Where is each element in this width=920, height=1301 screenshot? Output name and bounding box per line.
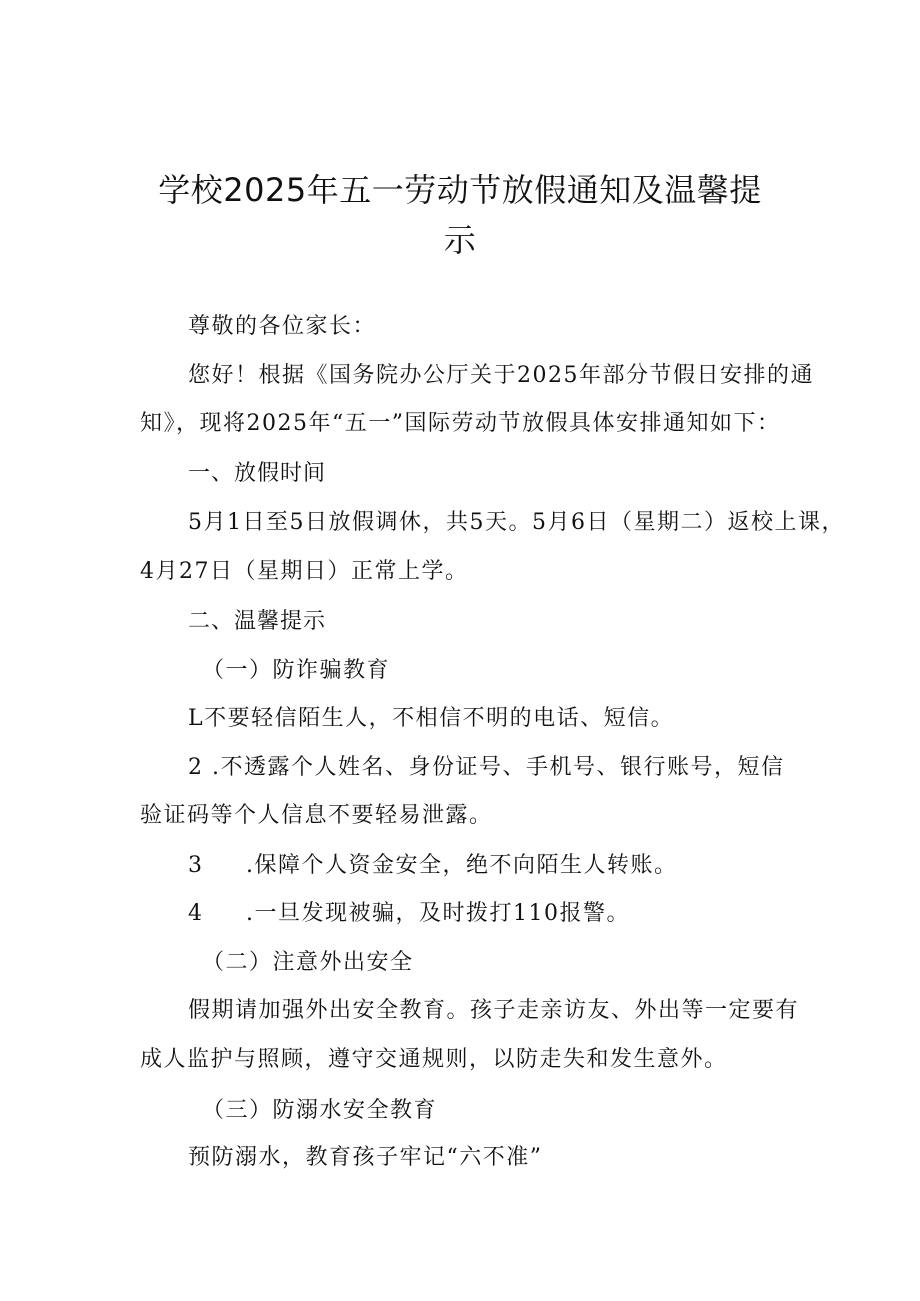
anti-fraud-item-4 — [188, 899, 630, 929]
item-3-text: .保障个人资金安全，绝不向陌生人转账。 — [246, 853, 678, 878]
item-3-number: 3 — [188, 853, 204, 878]
holiday-schedule-line-1: 5月1日至5日放假调休，共5天。5月6日（星期二）返校上课， — [188, 510, 845, 535]
item-4-text: .一旦发现被骗，及时拨打110报警。 — [246, 901, 630, 926]
subheading-drowning-prevention: （三）防溺水安全教育 — [202, 1098, 438, 1123]
item-4-number: 4 — [188, 901, 204, 926]
document-title-line-1: 学校2025年五一劳动节放假通知及温馨提 — [158, 171, 762, 209]
outing-safety-line-2: 成人监护与照顾，遵守交通规则，以防走失和发生意外。 — [140, 1047, 728, 1072]
drowning-prevention-line-1: 预防溺水，教育孩子牢记“六不准” — [188, 1145, 543, 1170]
outing-safety-line-1: 假期请加强外出安全教育。孩子走亲访友、外出等一定要有 — [188, 998, 800, 1023]
anti-fraud-item-3 — [188, 851, 678, 881]
section-heading-warm-tips: 二、温馨提示 — [188, 609, 327, 634]
intro-paragraph-line-1: 您好！根据《国务院办公厅关于2025年部分节假日安排的通 — [188, 363, 814, 388]
section-heading-holiday-time: 一、放假时间 — [188, 461, 327, 486]
holiday-schedule-line-2: 4月27日（星期日）正常上学。 — [140, 559, 469, 584]
salutation: 尊敬的各位家长： — [188, 314, 377, 339]
subheading-anti-fraud: （一）防诈骗教育 — [202, 658, 391, 683]
anti-fraud-item-2-line-2: 验证码等个人信息不要轻易泄露。 — [140, 803, 493, 828]
document-title-line-2: 示 — [443, 221, 477, 259]
subheading-outing-safety: （二）注意外出安全 — [202, 950, 414, 975]
anti-fraud-item-2-line-1: 2 .不透露个人姓名、身份证号、手机号、银行账号，短信 — [188, 755, 785, 780]
intro-paragraph-line-2: 知》，现将2025年“五一”国际劳动节放假具体安排通知如下： — [140, 411, 781, 436]
anti-fraud-item-1: L不要轻信陌生人，不相信不明的电话、短信。 — [188, 706, 675, 731]
